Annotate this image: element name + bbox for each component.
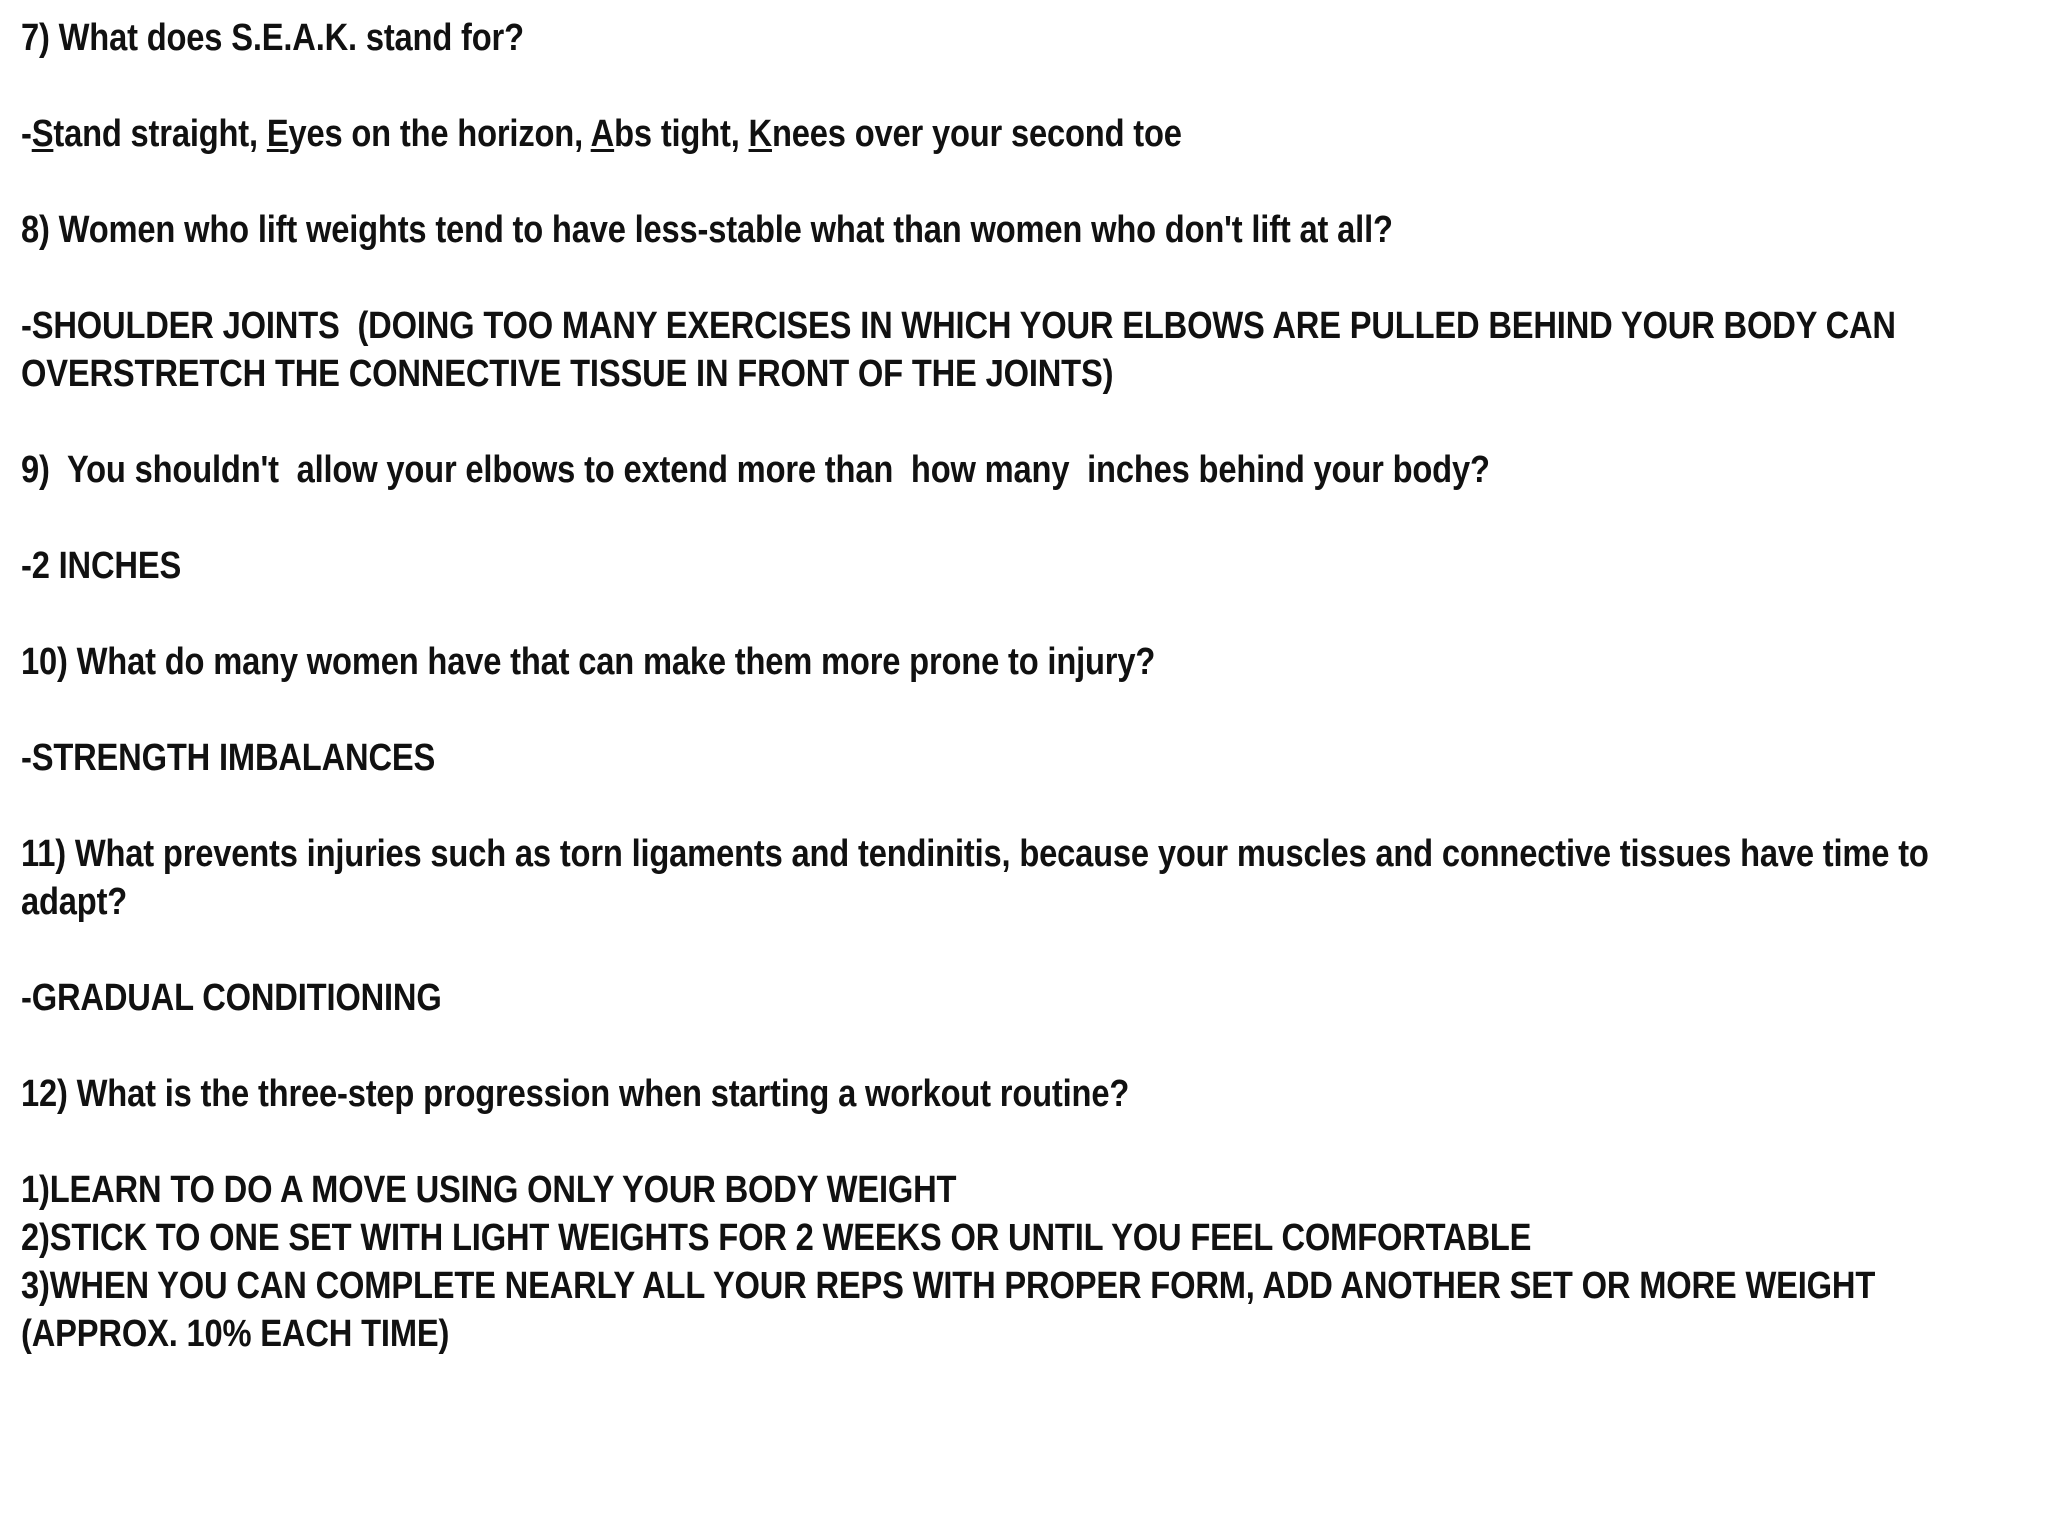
answer-10: -STRENGTH IMBALANCES	[21, 737, 436, 779]
question-11-line-2: adapt?	[21, 881, 128, 923]
answer-8-line-1: -SHOULDER JOINTS (DOING TOO MANY EXERCISES IN WHICH YOUR ELBOWS ARE PULLED BEHIND YOUR BODY CAN	[21, 305, 1896, 347]
spacer	[21, 782, 1741, 830]
spacer	[21, 686, 1741, 734]
spacer	[21, 926, 1741, 974]
seak-a-letter: A	[590, 113, 615, 155]
question-11-line-1: 11) What prevents injuries such as torn ligaments and tendinitis, because your muscles and connective tissues have time to	[21, 833, 1929, 875]
spacer	[21, 590, 1741, 638]
spacer	[21, 398, 1741, 446]
question-7: 7) What does S.E.A.K. stand for?	[21, 17, 524, 59]
seak-e-rest: yes on the horizon,	[288, 113, 591, 155]
question-8: 8) Women who lift weights tend to have less-stable what than women who don't lift at all?	[21, 209, 1393, 251]
answer-11: -GRADUAL CONDITIONING	[21, 977, 442, 1019]
answer-12-step-3: 3)WHEN YOU CAN COMPLETE NEARLY ALL YOUR REPS WITH PROPER FORM, ADD ANOTHER SET OR MORE WEIGHT	[21, 1265, 1876, 1307]
question-9: 9) You shouldn't allow your elbows to extend more than how many inches behind your body?	[21, 449, 1490, 491]
seak-s-rest: tand straight,	[53, 113, 267, 155]
answer-12-step-3-continued: (APPROX. 10% EACH TIME)	[21, 1313, 450, 1355]
answer-8-line-2: OVERSTRETCH THE CONNECTIVE TISSUE IN FRONT OF THE JOINTS)	[21, 353, 1114, 395]
spacer	[21, 1022, 1741, 1070]
spacer	[21, 62, 1741, 110]
spacer	[21, 254, 1741, 302]
seak-s-letter: S	[31, 113, 54, 155]
seak-k-letter: K	[748, 113, 772, 155]
answer-7-dash: -	[21, 113, 32, 155]
answer-12-step-1: 1)LEARN TO DO A MOVE USING ONLY YOUR BODY WEIGHT	[21, 1169, 957, 1211]
answer-12-step-2: 2)STICK TO ONE SET WITH LIGHT WEIGHTS FOR 2 WEEKS OR UNTIL YOU FEEL COMFORTABLE	[21, 1217, 1532, 1259]
seak-k-rest: nees over your second toe	[771, 113, 1182, 155]
seak-a-rest: bs tight,	[614, 113, 749, 155]
answer-7	[21, 110, 1741, 158]
question-12: 12) What is the three-step progression when starting a workout routine?	[21, 1073, 1130, 1115]
document-page	[21, 14, 1929, 1358]
spacer	[21, 494, 1741, 542]
question-10: 10) What do many women have that can make them more prone to injury?	[21, 641, 1156, 683]
seak-e-letter: E	[266, 113, 289, 155]
spacer	[21, 1118, 1741, 1166]
spacer	[21, 158, 1741, 206]
answer-9: -2 INCHES	[21, 545, 182, 587]
